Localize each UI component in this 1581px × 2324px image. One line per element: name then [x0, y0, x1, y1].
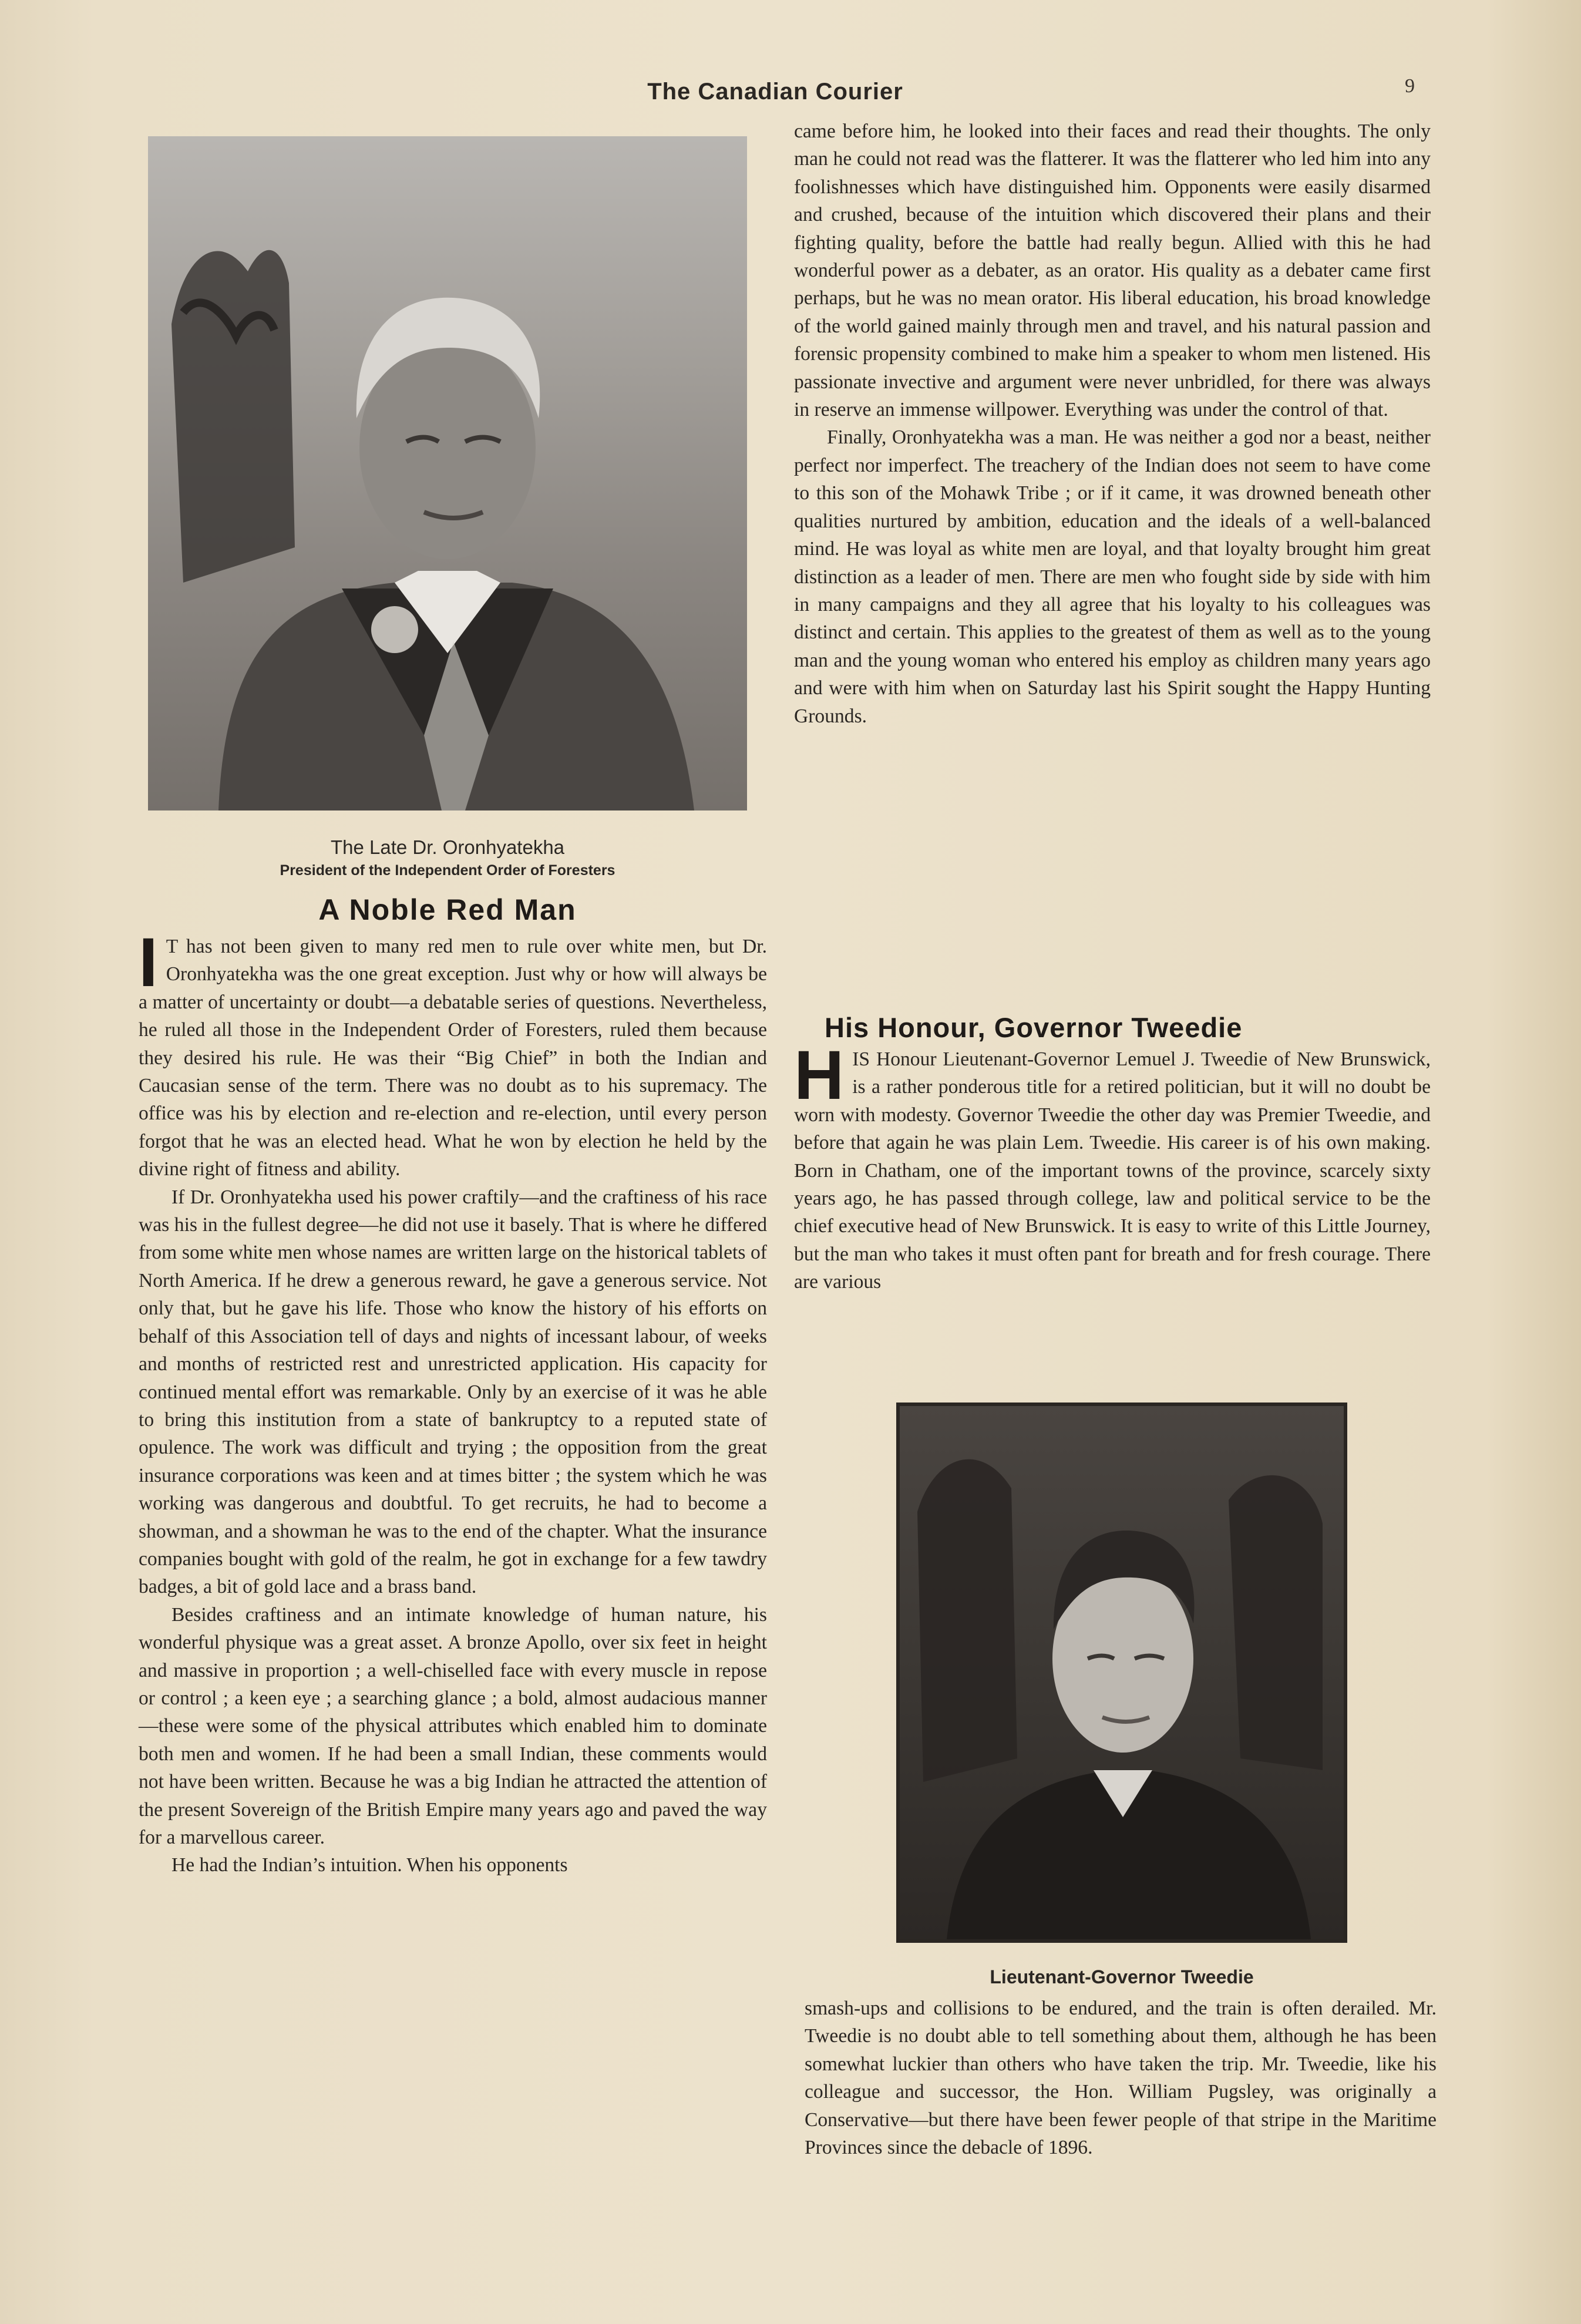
article-headline: His Honour, Governor Tweedie — [825, 1012, 1243, 1043]
article-column-right-bottom — [805, 1995, 1437, 2161]
article-paragraph: smash-ups and collisions to be endured, and the train is often derailed. Mr. Tweedie is no doubt able to tell something about them, although he has been somewhat luckier than others who have taken the trip. Mr. Tweedie, like his colleague and successor, the Hon. William Pugsley, was originally a Conservative—but there have been fewer people of that stripe in the Maritime Provinces since the debacle of 1896. — [805, 1997, 1437, 2159]
portrait-tweedie — [896, 1403, 1347, 1943]
article-paragraph: Finally, Oronhyatekha was a man. He was neither a god nor a beast, neither perfect nor imperfect. The treachery of the Indian does not seem to have come to this son of the Mohawk Tribe ; or if it came, it was drowned beneath other qualities nurtured by ambition, education and the ideals of a well-balanced mind. He was loyal as white men are loyal, and that loyalty brought him great distinction as a leader of men. There are men who fought side by side with him in many campaigns and they all agree that his loyalty to his colleagues was distinct and certain. This applies to the greatest of them as well as to the young man and the young woman who entered his employ as children many years ago and were with him when on Saturday last his Spirit sought the Happy Hunting Grounds. — [794, 426, 1431, 727]
page-number: 9 — [1405, 75, 1415, 97]
article-headline: A Noble Red Man — [318, 893, 577, 926]
article-column-right-middle — [794, 1037, 1431, 1296]
portrait-caption: Lieutenant-Governor Tweedie — [990, 1966, 1254, 1987]
portrait-oronhyatekha — [148, 136, 747, 810]
article-column-right-top — [794, 117, 1431, 730]
portrait-tweedie-illustration — [900, 1406, 1344, 1939]
portrait-oronhyatekha-illustration — [148, 136, 747, 810]
article-paragraph: came before him, he looked into their faces and read their thoughts. The only man he could not read was the flatterer. It was the flatterer who led him into any foolishnesses which have distinguished him. Opponents were easily disarmed and crushed, because of the intuition which discovered their plans and their fighting quality, before the battle had really begun. Allied with this he had wonderful power as a debater, as an orator. His quality as a debater came first perhaps, but he was no mean orator. His liberal education, his broad knowledge of the world gained mainly through men and travel, and his natural passion and forensic propensity combined to make him a speaker to whom men listened. His passionate invective and argument were never unbridled, for there was always in reserve an immense willpower. Everything was under the control of that. — [794, 120, 1431, 421]
drop-cap: I — [139, 924, 158, 1001]
publication-title: The Canadian Courier — [647, 79, 903, 105]
article-paragraph: HIS Honour Lieutenant-Governor Lemuel J. Tweedie of New Brunswick, is a rather ponderous title for a retired politician, but it will no doubt be worn with modesty. Governor Tweedie the other day was Premier Tweedie, and before that again he was plain Lem. Tweedie. His career is of his own making. Born in Chatham, one of the important towns of the province, scarcely sixty years ago, he has passed through college, law and political service to be the chief executive head of New Brunswick. It is easy to write of this Little Journey, but the man who takes it must often pant for breath and for fresh courage. There are various — [794, 1037, 1431, 1293]
article-paragraph: Besides craftiness and an intimate knowledge of human nature, his wonderful physique was a great asset. A bronze Apollo, over six feet in height and massive in proportion ; a well-chiselled face with every muscle in repose or control ; a keen eye ; a searching glance ; a bold, almost audacious manner—these were some of the physical attributes which enabled him to dominate both men and women. If he had been a small Indian, these comments would not have been written. Because he was a big Indian he attracted the attention of the present Sovereign of the British Empire many years ago and paved the way for a marvellous career. — [139, 1603, 767, 1848]
article-paragraph: I T has not been given to many red men to rule over white men, but Dr. Oronhyatekha was the one great exception. Just why or how will always be a matter of uncertainty or doubt—a debatable series of questions. Nevertheless, he ruled all those in the Independent Order of Foresters, ruled them because they desired his rule. He was their “Big Chief” in both the Indian and Caucasian sense of the term. There was no doubt as to his supremacy. The office was his by election and re-election and re-election, until every person forgot that he was an elected head. What he won by election he held by the divine right of fitness and ability. — [139, 924, 767, 1181]
article-column-left — [139, 924, 767, 1879]
portrait-subcaption: President of the Independent Order of Foresters — [280, 862, 615, 879]
article-paragraph: If Dr. Oronhyatekha used his power craftily—and the craftiness of his race was his in the fullest degree—he did not use it basely. That is where he differed from some white men whose names are written large on the historical tablets of North America. If he drew a generous reward, he gave a generous service. Not only that, but he gave his life. Those who know the history of his efforts on behalf of this Association tell of days and nights of incessant labour, of weeks and months of restricted rest and unrestricted application. His capacity for continued mental effort was remarkable. Only by an exercise of it was he able to bring this institution from a state of bankruptcy to a reputed state of opulence. The work was difficult and trying ; the opposition from the great insurance corporations was keen and at times bitter ; the system which he was working was dangerous and doubtful. To get recruits, he had to become a showman, and a showman he was to the end of the chapter. What the insurance companies bought with gold of the realm, he got in exchange for a few tawdry badges, a bit of gold lace and a brass band. — [139, 1186, 767, 1598]
article-paragraph: He had the Indian’s intuition. When his opponents — [171, 1854, 568, 1876]
drop-cap: H — [794, 1037, 845, 1114]
portrait-caption: The Late Dr. Oronhyatekha — [330, 836, 565, 858]
